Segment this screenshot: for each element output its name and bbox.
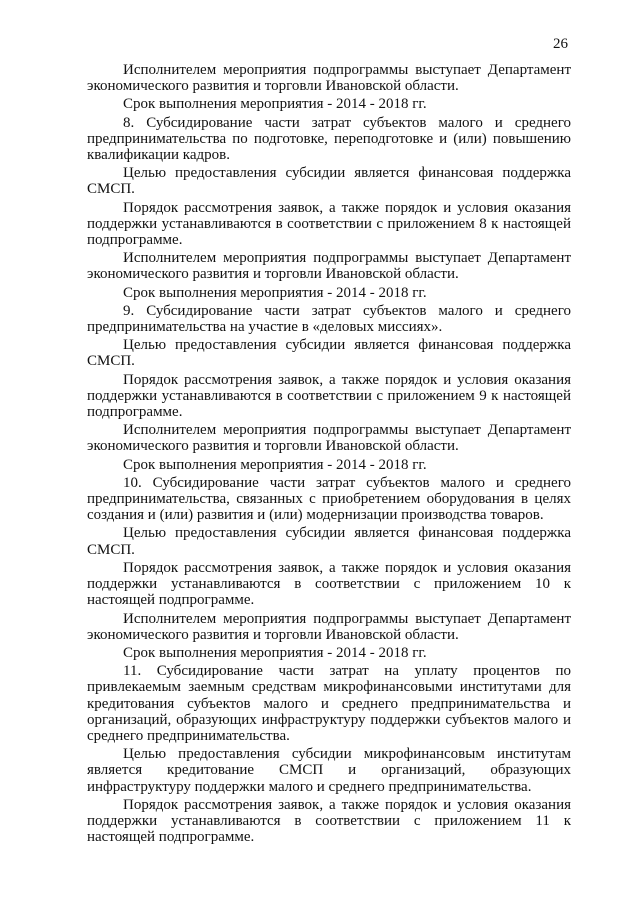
paragraph: Исполнителем мероприятия подпрограммы выступает Департамент экономического развития и торговли Ивановской области. bbox=[87, 250, 571, 283]
paragraph: Срок выполнения мероприятия - 2014 - 2018 гг. bbox=[123, 456, 427, 473]
document-body bbox=[87, 62, 571, 847]
paragraph: Целью предоставления субсидии является финансовая поддержка СМСП. bbox=[87, 337, 571, 370]
paragraph: 10. Субсидирование части затрат субъектов малого и среднего предпринимательства, связанных с приобретением оборудования в целях создания и (или) развития и (или) модернизации производства товаров. bbox=[87, 474, 571, 524]
paragraph: Целью предоставления субсидии является финансовая поддержка СМСП. bbox=[87, 165, 571, 198]
paragraph: Порядок рассмотрения заявок, а также порядок и условия оказания поддержки устанавливаются в соответствии с приложением 9 к настоящей подпрограмме. bbox=[87, 371, 571, 421]
paragraph: Целью предоставления субсидии является финансовая поддержка СМСП. bbox=[87, 525, 571, 558]
paragraph: 9. Субсидирование части затрат субъектов малого и среднего предпринимательства на участие в «деловых миссиях». bbox=[87, 302, 571, 336]
paragraph: Целью предоставления субсидии микрофинансовым институтам является кредитование СМСП и организаций, образующих инфраструктуру поддержки малого и среднего предпринимательства. bbox=[87, 746, 571, 795]
paragraph: 8. Субсидирование части затрат субъектов малого и среднего предпринимательства по подготовке, переподготовке и (или) повышению квалификации кадров. bbox=[87, 114, 571, 164]
paragraph: Порядок рассмотрения заявок, а также порядок и условия оказания поддержки устанавливаются в соответствии с приложением 10 к настоящей подпрограмме. bbox=[87, 559, 571, 609]
page-number: 26 bbox=[553, 36, 568, 52]
paragraph: 11. Субсидирование части затрат на уплату процентов по привлекаемым заемным средствам микрофинансовыми институтами для кредитования субъектов малого и среднего предпринимательства и организаций, образующих инфраструктуру поддержки субъектов малого и среднего предпринимательства. bbox=[87, 663, 571, 744]
paragraph: Порядок рассмотрения заявок, а также порядок и условия оказания поддержки устанавливаются в соответствии с приложением 8 к настоящей подпрограмме. bbox=[87, 199, 571, 249]
paragraph: Срок выполнения мероприятия - 2014 - 2018 гг. bbox=[123, 284, 427, 301]
paragraph: Порядок рассмотрения заявок, а также порядок и условия оказания поддержки устанавливаются в соответствии с приложением 11 к настоящей подпрограмме. bbox=[87, 796, 571, 846]
paragraph: Срок выполнения мероприятия - 2014 - 2018 гг. bbox=[123, 644, 427, 661]
paragraph: Исполнителем мероприятия подпрограммы выступает Департамент экономического развития и торговли Ивановской области. bbox=[87, 422, 571, 455]
paragraph: Исполнителем мероприятия подпрограммы выступает Департамент экономического развития и торговли Ивановской области. bbox=[87, 62, 571, 95]
paragraph: Исполнителем мероприятия подпрограммы выступает Департамент экономического развития и торговли Ивановской области. bbox=[87, 610, 571, 643]
paragraph: Срок выполнения мероприятия - 2014 - 2018 гг. bbox=[123, 96, 427, 113]
